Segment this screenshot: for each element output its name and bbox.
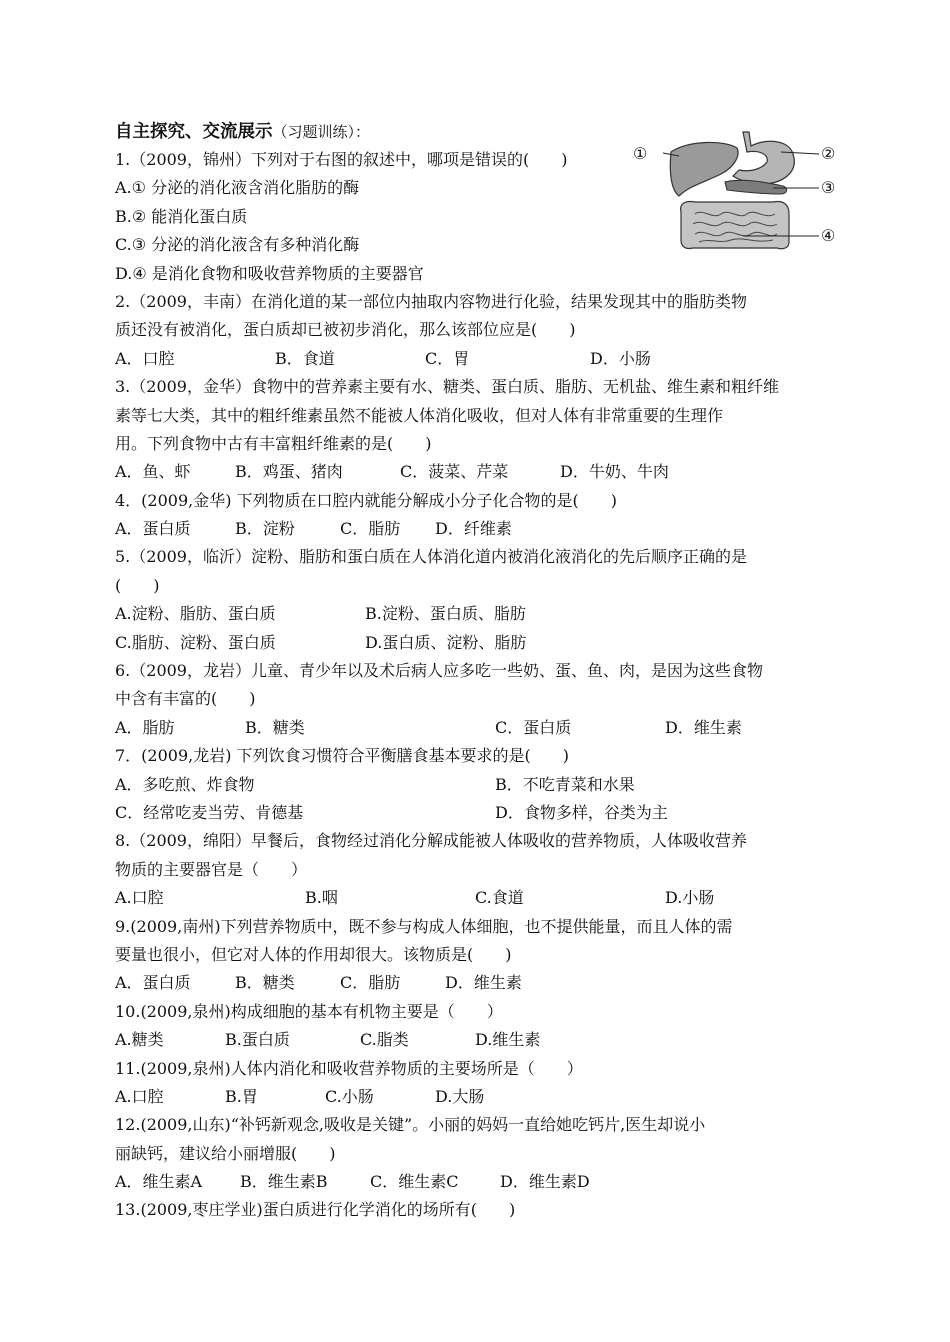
answer-option: C.脂肪、淀粉、蛋白质	[115, 632, 276, 652]
answer-option: C．脂肪	[340, 973, 401, 993]
question-line: 物质的主要器官是（ ）	[115, 859, 308, 879]
question-line: 丽缺钙，建议给小丽增服( )	[115, 1143, 336, 1163]
question-line: 2.（2009，丰南）在消化道的某一部位内抽取内容物进行化验，结果发现其中的脂肪类物	[115, 291, 747, 311]
answer-option: D.蛋白质、淀粉、脂肪	[365, 632, 527, 652]
question-line: 质还没有被消化，蛋白质却已被初步消化，那么该部位应是( )	[115, 320, 576, 340]
answer-option: A.糖类	[115, 1030, 164, 1050]
answer-option: D．维生素	[445, 973, 522, 993]
answer-option: D.小肠	[665, 888, 715, 908]
answer-option: C.食道	[475, 888, 524, 908]
answer-option: D.大肠	[435, 1086, 485, 1106]
answer-option: B.淀粉、蛋白质、脂肪	[365, 604, 526, 624]
answer-option: B.胃	[225, 1086, 258, 1106]
answer-option: A．蛋白质	[115, 973, 191, 993]
answer-option: D．牛奶、牛肉	[560, 462, 669, 482]
answer-option: A．维生素A	[115, 1172, 203, 1192]
answer-option: B．维生素B	[240, 1172, 328, 1192]
question-line: 12.(2009,山东)“补钙新观念,吸收是关键”。小丽的妈妈一直给她吃钙片,医生却说小	[115, 1115, 706, 1135]
answer-option: B．糖类	[235, 973, 295, 993]
question-list	[115, 146, 845, 1225]
answer-option: D．维生素D	[500, 1172, 590, 1192]
answer-option: C．脂肪	[340, 519, 401, 539]
question-line: D.④ 是消化食物和吸收营养物质的主要器官	[115, 263, 424, 283]
digestive-system-figure	[633, 124, 845, 252]
question-line: B.② 能消化蛋白质	[115, 206, 248, 226]
answer-option: A．多吃煎、炸食物	[115, 774, 255, 794]
options-row	[115, 714, 845, 742]
answer-option: C．菠菜、芹菜	[400, 462, 509, 482]
answer-option: D．小肠	[590, 348, 651, 368]
options-row	[115, 600, 845, 628]
figure-label-3: ③	[821, 178, 836, 197]
worksheet	[115, 118, 845, 1225]
figure-label-4: ④	[821, 226, 836, 245]
options-row	[115, 771, 845, 799]
options-row	[115, 799, 845, 827]
answer-option: C．经常吃麦当劳、肯德基	[115, 802, 304, 822]
options-row	[115, 1168, 845, 1196]
options-row	[115, 969, 845, 997]
figure-label-2: ②	[821, 144, 836, 163]
options-row	[115, 345, 845, 373]
answer-option: A．口腔	[115, 348, 175, 368]
heading-sub: （习题训练）：	[272, 123, 371, 141]
question-line: 要量也很小，但它对人体的作用却很大。该物质是( )	[115, 944, 512, 964]
options-row	[115, 1026, 845, 1054]
question-line: 11.(2009,泉州)人体内消化和吸收营养物质的主要场所是（ ）	[115, 1058, 583, 1078]
answer-option: C．蛋白质	[495, 717, 572, 737]
options-row	[115, 1083, 845, 1111]
question-line: 5.（2009，临沂）淀粉、脂肪和蛋白质在人体消化道内被消化液消化的先后顺序正确的是	[115, 547, 747, 567]
question-line: 7．(2009,龙岩) 下列饮食习惯符合平衡膳食基本要求的是( )	[115, 746, 570, 766]
answer-option: C．维生素C	[370, 1172, 459, 1192]
answer-option: A．鱼、虾	[115, 462, 191, 482]
options-row	[115, 458, 845, 486]
answer-option: B．鸡蛋、猪肉	[235, 462, 343, 482]
options-row	[115, 515, 845, 543]
question-line: C.③ 分泌的消化液含有多种消化酶	[115, 235, 360, 255]
answer-option: A．脂肪	[115, 717, 175, 737]
question-line: 9.(2009,南州)下列营养物质中，既不参与构成人体细胞，也不提供能量，而且人体的需	[115, 916, 733, 936]
answer-option: A．蛋白质	[115, 519, 191, 539]
answer-option: D．维生素	[665, 717, 742, 737]
digestive-organs-drawing	[633, 124, 845, 252]
figure-label-1: ①	[633, 144, 648, 163]
answer-option: B．淀粉	[235, 519, 295, 539]
answer-option: B.咽	[305, 888, 338, 908]
pancreas-shape	[725, 180, 787, 194]
stomach-shape	[733, 132, 794, 184]
answer-option: B.蛋白质	[225, 1030, 290, 1050]
question-line: 13.(2009,枣庄学业)蛋白质进行化学消化的场所有( )	[115, 1200, 516, 1220]
answer-option: B．食道	[275, 348, 335, 368]
answer-option: B．不吃青菜和水果	[495, 774, 635, 794]
answer-option: D．食物多样，谷类为主	[495, 802, 668, 822]
question-line: 6.（2009，龙岩）儿童、青少年以及术后病人应多吃一些奶、蛋、鱼、肉，是因为这些食物	[115, 661, 763, 681]
heading-main: 自主探究、交流展示	[115, 122, 273, 142]
question-line: 1.（2009，锦州）下列对于右图的叙述中，哪项是错误的( )	[115, 150, 568, 169]
answer-option: A.口腔	[115, 888, 164, 908]
question-line: 4．(2009,金华) 下列物质在口腔内就能分解成小分子化合物的是( )	[115, 490, 618, 510]
question-line: 素等七大类，其中的粗纤维素虽然不能被人体消化吸收，但对人体有非常重要的生理作	[115, 405, 724, 425]
question-line: 用。下列食物中古有丰富粗纤维素的是( )	[115, 433, 432, 453]
options-row	[115, 884, 845, 912]
answer-option: D．纤维素	[435, 519, 512, 539]
question-line: 3.（2009，金华）食物中的营养素主要有水、糖类、蛋白质、脂肪、无机盐、维生素和粗纤维	[115, 377, 779, 397]
question-line: 8.（2009，绵阳）早餐后，食物经过消化分解成能被人体吸收的营养物质，人体吸收营养	[115, 831, 747, 851]
answer-option: D.维生素	[475, 1030, 541, 1050]
answer-option: B．糖类	[245, 717, 305, 737]
question-line: 中含有丰富的( )	[115, 689, 256, 709]
answer-option: C.脂类	[360, 1030, 409, 1050]
answer-option: A.淀粉、脂肪、蛋白质	[115, 604, 276, 624]
question-line: ( )	[115, 575, 160, 595]
question-line: 10.(2009,泉州)构成细胞的基本有机物主要是（ ）	[115, 1001, 503, 1021]
options-row	[115, 629, 845, 657]
answer-option: C．胃	[425, 348, 470, 368]
question-line: A.① 分泌的消化液含消化脂肪的酶	[115, 178, 360, 198]
answer-option: A.口腔	[115, 1086, 164, 1106]
answer-option: C.小肠	[325, 1086, 374, 1106]
